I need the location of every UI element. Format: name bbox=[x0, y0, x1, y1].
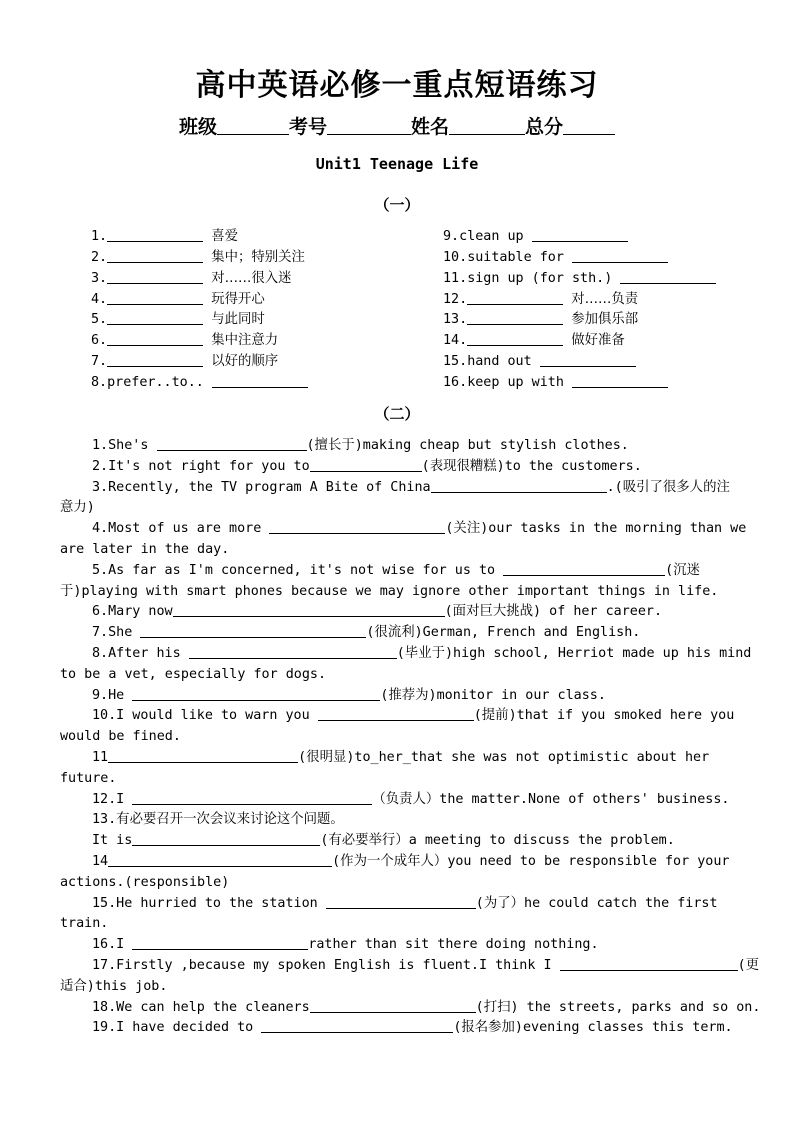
sentence-line: actions.(responsible) bbox=[60, 874, 230, 890]
section-heading-2: （二） bbox=[374, 405, 420, 423]
answer-blank[interactable] bbox=[108, 852, 332, 867]
sentence-line: 14 (作为一个成年人）you need to be responsible for your bbox=[92, 853, 730, 869]
answer-blank[interactable] bbox=[560, 956, 738, 971]
sentence-line: 15.He hurried to the station (为了）he could catch the first bbox=[92, 895, 718, 911]
class-blank[interactable] bbox=[217, 116, 289, 135]
phrase-item: 15.hand out bbox=[443, 352, 636, 372]
sentence-line: train. bbox=[60, 916, 109, 932]
sentence-line: 于)playing with smart phones because we may ignore other important things in life. bbox=[60, 583, 719, 599]
answer-blank[interactable] bbox=[132, 790, 372, 805]
phrase-item: 2. 集中；特别关注 bbox=[91, 250, 305, 265]
answer-blank[interactable] bbox=[572, 373, 668, 388]
answer-blank[interactable] bbox=[132, 935, 308, 950]
sentence-line: 2.It's not right for you to (表现很糟糕)to the customers. bbox=[92, 458, 642, 474]
answer-blank[interactable] bbox=[326, 894, 476, 909]
sentence-line: 4.Most of us are more (关注)our tasks in the morning than we bbox=[92, 521, 747, 537]
answer-blank[interactable] bbox=[107, 331, 203, 346]
phrase-item: 6. 集中注意力 bbox=[91, 333, 279, 348]
answer-blank[interactable] bbox=[107, 248, 203, 263]
sentence-line: 1.She's (擅长于)making cheap but stylish clothes. bbox=[92, 438, 629, 453]
answer-blank[interactable] bbox=[107, 290, 203, 305]
phrase-item: 10.suitable for bbox=[443, 248, 668, 268]
sentence-line: 11 (很明显)to_her_that she was not optimistic about her bbox=[92, 749, 710, 765]
phrase-item: 11.sign up (for sth.) bbox=[443, 269, 716, 289]
unit-title: Unit1 Teenage Life bbox=[315, 155, 479, 173]
answer-blank[interactable] bbox=[140, 623, 366, 638]
phrase-item: 7. 以好的顺序 bbox=[91, 354, 279, 369]
student-info-line bbox=[0, 112, 794, 139]
number-label: 考号 bbox=[288, 116, 327, 138]
sentence-line: 8.After his (毕业于)high school, Herriot made up his mind bbox=[92, 645, 752, 661]
name-label: 姓名 bbox=[411, 116, 450, 138]
sentence-line: 6.Mary now (面对巨大挑战) of her career. bbox=[92, 604, 663, 620]
phrase-item: 5. 与此同时 bbox=[91, 312, 265, 327]
class-label: 班级 bbox=[178, 116, 217, 138]
answer-blank[interactable] bbox=[310, 457, 422, 472]
answer-blank[interactable] bbox=[132, 686, 380, 701]
sentence-line: future. bbox=[60, 770, 117, 786]
sentence-list bbox=[60, 436, 761, 1039]
phrase-item: 12. 对……负责 bbox=[443, 292, 639, 307]
sentence-line: would be fined. bbox=[60, 729, 181, 745]
answer-blank[interactable] bbox=[212, 373, 308, 388]
answer-blank[interactable] bbox=[157, 436, 307, 451]
answer-blank[interactable] bbox=[107, 269, 203, 284]
phrase-item: 16.keep up with bbox=[443, 373, 668, 393]
answer-blank[interactable] bbox=[318, 706, 474, 721]
sentence-line: to be a vet, especially for dogs. bbox=[60, 666, 327, 682]
answer-blank[interactable] bbox=[107, 310, 203, 325]
phrase-item: 8.prefer..to.. bbox=[91, 373, 308, 393]
sentence-line: 5.As far as I'm concerned, it's not wise for us to (沉迷 bbox=[92, 562, 700, 578]
answer-blank[interactable] bbox=[269, 519, 445, 534]
answer-blank[interactable] bbox=[107, 227, 203, 242]
answer-blank[interactable] bbox=[540, 352, 636, 367]
sentence-line: 12.I （负责人）the matter.None of others' business. bbox=[92, 791, 730, 807]
sentence-line: 19.I have decided to (报名参加)evening classes this term. bbox=[92, 1020, 733, 1036]
answer-blank[interactable] bbox=[261, 1018, 453, 1033]
sentence-line: 17.Firstly ,because my spoken English is fluent.I think I (更 bbox=[92, 957, 760, 973]
sentence-line: 10.I would like to warn you (提前)that if you smoked here you bbox=[92, 708, 735, 724]
number-blank[interactable] bbox=[327, 116, 411, 135]
answer-blank[interactable] bbox=[503, 561, 665, 576]
sentence-line: are later in the day. bbox=[60, 541, 230, 557]
phrase-item: 14. 做好准备 bbox=[443, 333, 625, 348]
phrase-item: 3. 对……很入迷 bbox=[91, 271, 292, 286]
answer-blank[interactable] bbox=[532, 227, 628, 242]
score-blank[interactable] bbox=[563, 116, 615, 135]
sentence-line: 7.She (很流利)German, French and English. bbox=[92, 625, 641, 641]
answer-blank[interactable] bbox=[189, 644, 397, 659]
answer-blank[interactable] bbox=[620, 269, 716, 284]
sentence-line: 适合)this job. bbox=[60, 978, 168, 994]
answer-blank[interactable] bbox=[107, 352, 203, 367]
worksheet-title: 高中英语必修一重点短语练习 bbox=[195, 68, 599, 103]
sentence-line: 18.We can help the cleaners (打扫) the streets, parks and so on. bbox=[92, 999, 761, 1015]
section-heading-1: （一） bbox=[374, 196, 420, 214]
answer-blank[interactable] bbox=[173, 602, 445, 617]
phrase-item: 13. 参加俱乐部 bbox=[443, 312, 639, 327]
answer-blank[interactable] bbox=[467, 331, 563, 346]
answer-blank[interactable] bbox=[467, 310, 563, 325]
sentence-line: 9.He (推荐为)monitor in our class. bbox=[92, 687, 606, 703]
phrase-item: 4. 玩得开心 bbox=[91, 292, 265, 307]
phrase-item: 1. 喜爱 bbox=[91, 229, 238, 244]
phrase-item: 9.clean up bbox=[443, 227, 628, 247]
answer-blank[interactable] bbox=[572, 248, 668, 263]
sentence-line: 16.I rather than sit there doing nothing. bbox=[92, 937, 599, 953]
answer-blank[interactable] bbox=[310, 998, 476, 1013]
sentence-line: 13.有必要召开一次会议来讨论这个问题。 bbox=[92, 812, 344, 828]
sentence-line: 意力) bbox=[60, 500, 95, 516]
sentence-line: It is (有必要举行）a meeting to discuss the problem. bbox=[92, 833, 675, 849]
answer-blank[interactable] bbox=[132, 831, 320, 846]
sentence-line: 3.Recently, the TV program A Bite of China .(吸引了很多人的注 bbox=[92, 479, 730, 495]
answer-blank[interactable] bbox=[431, 478, 607, 493]
name-blank[interactable] bbox=[449, 116, 525, 135]
score-label: 总分 bbox=[525, 116, 564, 138]
answer-blank[interactable] bbox=[467, 290, 563, 305]
answer-blank[interactable] bbox=[108, 748, 298, 763]
